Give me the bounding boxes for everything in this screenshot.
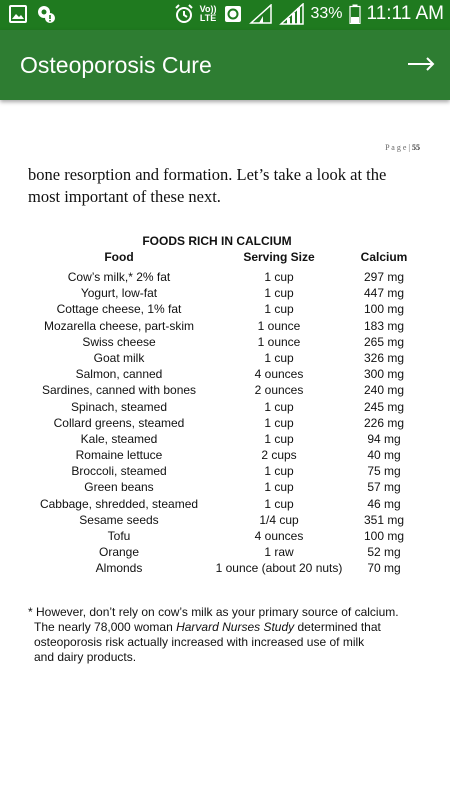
cell-calcium: 70 mg (367, 561, 401, 576)
clock-time: 11:11 AM (366, 3, 444, 24)
cell-food: Romaine lettuce (75, 448, 163, 463)
cell-food: Almonds (95, 561, 143, 576)
table-row (24, 382, 424, 398)
table-row (24, 431, 424, 447)
footnote-line-4: and dairy products. (34, 650, 137, 664)
header-food: Food (104, 250, 134, 264)
cell-serving: 1/4 cup (259, 512, 299, 527)
cell-serving: 1 ounce (257, 334, 301, 349)
cell-calcium: 75 mg (367, 464, 401, 479)
cell-serving: 1 cup (264, 399, 294, 414)
cell-food: Spinach, steamed (70, 399, 168, 414)
data-saver-icon (223, 4, 243, 24)
footnote-line-2 (28, 620, 418, 635)
cell-serving: 1 cup (264, 350, 294, 365)
cell-food: Broccoli, steamed (71, 464, 167, 479)
page-number: 55 (412, 143, 420, 152)
cell-calcium: 351 mg (363, 512, 405, 527)
table-title: FOODS RICH IN CALCIUM (142, 234, 292, 248)
table-row (24, 512, 424, 528)
cell-serving: 1 cup (264, 496, 294, 511)
table-row (24, 415, 424, 431)
table-row (24, 496, 424, 512)
cell-food: Sesame seeds (79, 512, 159, 527)
status-left-icons (8, 4, 56, 24)
table-row (24, 544, 424, 560)
cell-calcium: 46 mg (367, 496, 401, 511)
app-bar (0, 30, 450, 100)
table-row (24, 301, 424, 317)
cell-serving: 1 cup (264, 464, 294, 479)
cell-serving: 1 cup (264, 431, 294, 446)
cell-food: Goat milk (93, 350, 145, 365)
footnote-line-2-pre: The nearly 78,000 woman (34, 620, 177, 634)
cell-serving: 4 ounces (254, 367, 304, 382)
cell-serving: 1 ounce (257, 318, 301, 333)
app-title: Osteoporosis Cure (20, 52, 212, 78)
cell-calcium: 94 mg (367, 431, 401, 446)
page-header (385, 143, 420, 152)
cell-serving: 4 ounces (254, 529, 304, 543)
cell-serving: 1 cup (264, 415, 294, 430)
cell-serving: 2 cups (261, 448, 297, 463)
volte-indicator (200, 5, 217, 23)
cell-serving: 2 ounces (254, 383, 304, 398)
cell-food: Swiss cheese (82, 334, 156, 349)
table-row (24, 269, 424, 285)
table-row (24, 285, 424, 301)
table-row (24, 334, 424, 350)
table-row (24, 350, 424, 366)
cell-food: Tofu (107, 529, 131, 543)
page-separator: | (408, 143, 410, 152)
body-paragraph: bone resorption and formation. Let’s take a look at the most important of these next. (28, 165, 387, 206)
page-label: P a g e (385, 143, 407, 152)
table-header-row (24, 249, 424, 265)
header-serving-size: Serving Size (243, 250, 315, 264)
table-row (24, 528, 424, 544)
cell-calcium: 447 mg (363, 286, 405, 301)
cell-food: Yogurt, low-fat (80, 286, 158, 301)
cell-food: Green beans (84, 480, 154, 495)
footnote-line-2-post: determined that (294, 620, 381, 634)
cell-calcium: 265 mg (363, 334, 405, 349)
gallery-icon (8, 4, 28, 24)
battery-icon (349, 4, 361, 24)
cell-serving: 1 raw (264, 545, 294, 560)
cell-calcium: 183 mg (363, 318, 405, 333)
location-alert-icon (36, 4, 56, 24)
cell-calcium: 52 mg (367, 545, 401, 560)
cell-calcium: 57 mg (367, 480, 401, 495)
cell-calcium: 100 mg (363, 529, 405, 543)
signal-strength-icon (249, 4, 273, 24)
signal-strength-2-icon (279, 4, 305, 24)
cell-serving: 1 cup (264, 480, 294, 495)
cell-food: Sardines, canned with bones (41, 383, 197, 398)
arrow-right-icon[interactable] (406, 52, 436, 76)
battery-percent: 33% (310, 5, 343, 22)
cell-calcium: 297 mg (363, 270, 405, 284)
footnote-line-1: * However, don’t rely on cow’s milk as your primary source of calcium. (28, 605, 399, 619)
cell-food: Collard greens, steamed (53, 415, 185, 430)
alarm-icon (174, 4, 194, 24)
cell-food: Cabbage, shredded, steamed (39, 496, 199, 511)
table-row (24, 560, 424, 576)
table-row (24, 399, 424, 415)
table-row (24, 318, 424, 334)
cell-serving: 1 cup (264, 270, 294, 284)
status-right-icons (174, 3, 444, 25)
cell-serving: 1 cup (264, 286, 294, 301)
cell-calcium: 40 mg (367, 448, 401, 463)
cell-food: Cow’s milk,* 2% fat (67, 270, 171, 284)
lte-label: LTE (199, 13, 217, 23)
cell-food: Cottage cheese, 1% fat (56, 302, 182, 317)
cell-calcium: 100 mg (363, 302, 405, 317)
cell-food: Mozarella cheese, part-skim (43, 318, 195, 333)
table-row (24, 479, 424, 495)
cell-calcium: 240 mg (363, 383, 405, 398)
cell-calcium: 326 mg (363, 350, 405, 365)
status-bar (0, 0, 450, 30)
cell-calcium: 245 mg (363, 399, 405, 414)
footnote-line-3: osteoporosis risk actually increased with increased use of milk (34, 635, 365, 649)
calcium-table (24, 233, 424, 577)
footnote-study-name: Harvard Nurses Study (176, 620, 295, 634)
volte-label: Vo)) (199, 4, 217, 14)
header-calcium: Calcium (360, 250, 408, 264)
table-row (24, 366, 424, 382)
cell-calcium: 300 mg (363, 367, 405, 382)
footnote (28, 605, 418, 665)
cell-serving: 1 ounce (about 20 nuts) (215, 561, 343, 576)
table-row (24, 463, 424, 479)
cell-food: Salmon, canned (75, 367, 163, 382)
cell-serving: 1 cup (264, 302, 294, 317)
cell-calcium: 226 mg (363, 415, 405, 430)
cell-food: Kale, steamed (80, 431, 158, 446)
cell-food: Orange (98, 545, 140, 560)
table-row (24, 447, 424, 463)
